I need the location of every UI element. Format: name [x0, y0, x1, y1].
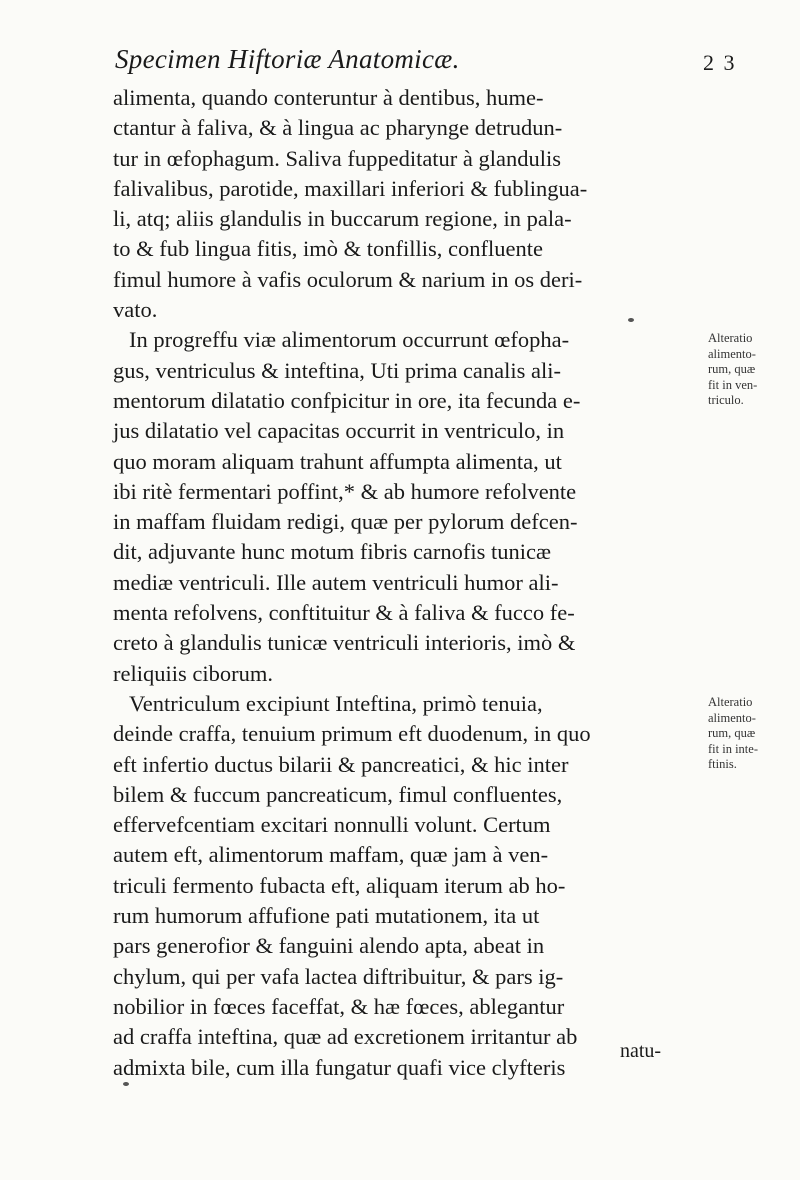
text-line: chylum, qui per vafa lactea diftribuitur, & pars ig- [113, 963, 564, 989]
text-line: ctantur à faliva, & à lingua ac pharynge detrudun- [113, 115, 563, 141]
text-line: menta refolvens, conftituitur & à faliva & fucco fe- [113, 600, 575, 626]
text-line: eft infertio ductus bilarii & pancreatici, & hic inter [113, 751, 569, 777]
margin-note-line: Alteratio [708, 695, 753, 709]
text-line: nobilior in fœces faceffat, & hæ fœces, ablegantur [113, 993, 565, 1019]
catchword: natu- [620, 1040, 662, 1062]
margin-note-line: alimento- [708, 346, 756, 361]
text-line: jus dilatatio vel capacitas occurrit in ventriculo, in [113, 418, 565, 444]
margin-note-intestines [708, 695, 798, 773]
margin-note-line: ftinis. [708, 757, 737, 771]
text-line: rum humorum affufione pati mutationem, ita ut [113, 903, 540, 929]
text-line: reliquiis ciborum. [113, 660, 273, 686]
text-line: to & fub lingua fitis, imò & tonfillis, confluente [113, 236, 543, 262]
text-line: triculi fermento fubacta eft, aliquam iterum ab ho- [113, 872, 566, 898]
text-line: in maffam fluidam redigi, quæ per pylorum defcen- [113, 509, 578, 535]
text-line: autem eft, alimentorum maffam, quæ jam à ven- [113, 842, 549, 868]
text-line: li, atq; aliis glandulis in buccarum regione, in palа- [113, 206, 572, 232]
margin-note-line: Alteratio [708, 331, 753, 346]
ink-speck [628, 318, 634, 322]
text-line: creto à glandulis tunicæ ventriculi interioris, imò & [113, 630, 576, 656]
text-line: quo moram aliquam trahunt affumpta alimenta, ut [113, 448, 562, 474]
text-line: admixta bile, cum illa fungatur quafi vice clyfteris [113, 1054, 566, 1080]
running-head: Specimen Hiftoriæ Anatomicæ. [115, 44, 460, 74]
text-line: pars generofior & fanguini alendo apta, abeat in [113, 933, 545, 959]
margin-note-stomach [708, 331, 798, 409]
margin-note-line: fit in inte- [708, 741, 758, 756]
text-line: deinde craffa, tenuium primum eft duodenum, in quo [113, 721, 591, 747]
text-line: dit, adjuvante hunc motum fibris carnofis tunicæ [113, 539, 552, 565]
page-number: 2 3 [703, 50, 737, 75]
margin-note-line: alimento- [708, 710, 756, 725]
ink-speck [123, 1082, 129, 1086]
margin-note-line: triculo. [708, 393, 744, 408]
margin-note-line: rum, quæ [708, 362, 756, 377]
text-line: In progreffu viæ alimentorum occurrunt œfopha- [129, 327, 570, 353]
text-line: fimul humore à vafis oculorum & narium in os deri- [113, 266, 583, 292]
text-line: falivalibus, parotide, maxillari inferiori & fublingua- [113, 175, 588, 201]
body-text [113, 83, 688, 1083]
text-line: vato. [113, 297, 158, 323]
text-line: ad craffa inteftina, quæ ad excretionem irritantur ab [113, 1024, 578, 1050]
margin-note-line: rum, quæ [708, 726, 756, 740]
margin-note-line: fit in ven- [708, 377, 758, 392]
text-line: alimenta, quando conteruntur à dentibus, hume- [113, 85, 544, 110]
text-line: bilem & fuccum pancreaticum, fimul confluentes, [113, 781, 563, 807]
text-line: Ventriculum excipiunt Inteftina, primò tenuia, [129, 690, 543, 716]
text-line: tur in œfophagum. Saliva fuppeditatur à glandulis [113, 145, 562, 171]
text-line: gus, ventriculus & inteftina, Uti prima canalis ali- [113, 357, 562, 383]
text-line: effervefcentiam excitari nonnulli volunt. Certum [113, 812, 551, 838]
text-line: ibi ritè fermentari poffint,* & ab humore refolvente [113, 478, 577, 504]
text-line: mentorum dilatatio confpicitur in ore, ita fecunda e- [113, 387, 581, 413]
text-line: mediæ ventriculi. Ille autem ventriculi humor ali- [113, 569, 559, 595]
